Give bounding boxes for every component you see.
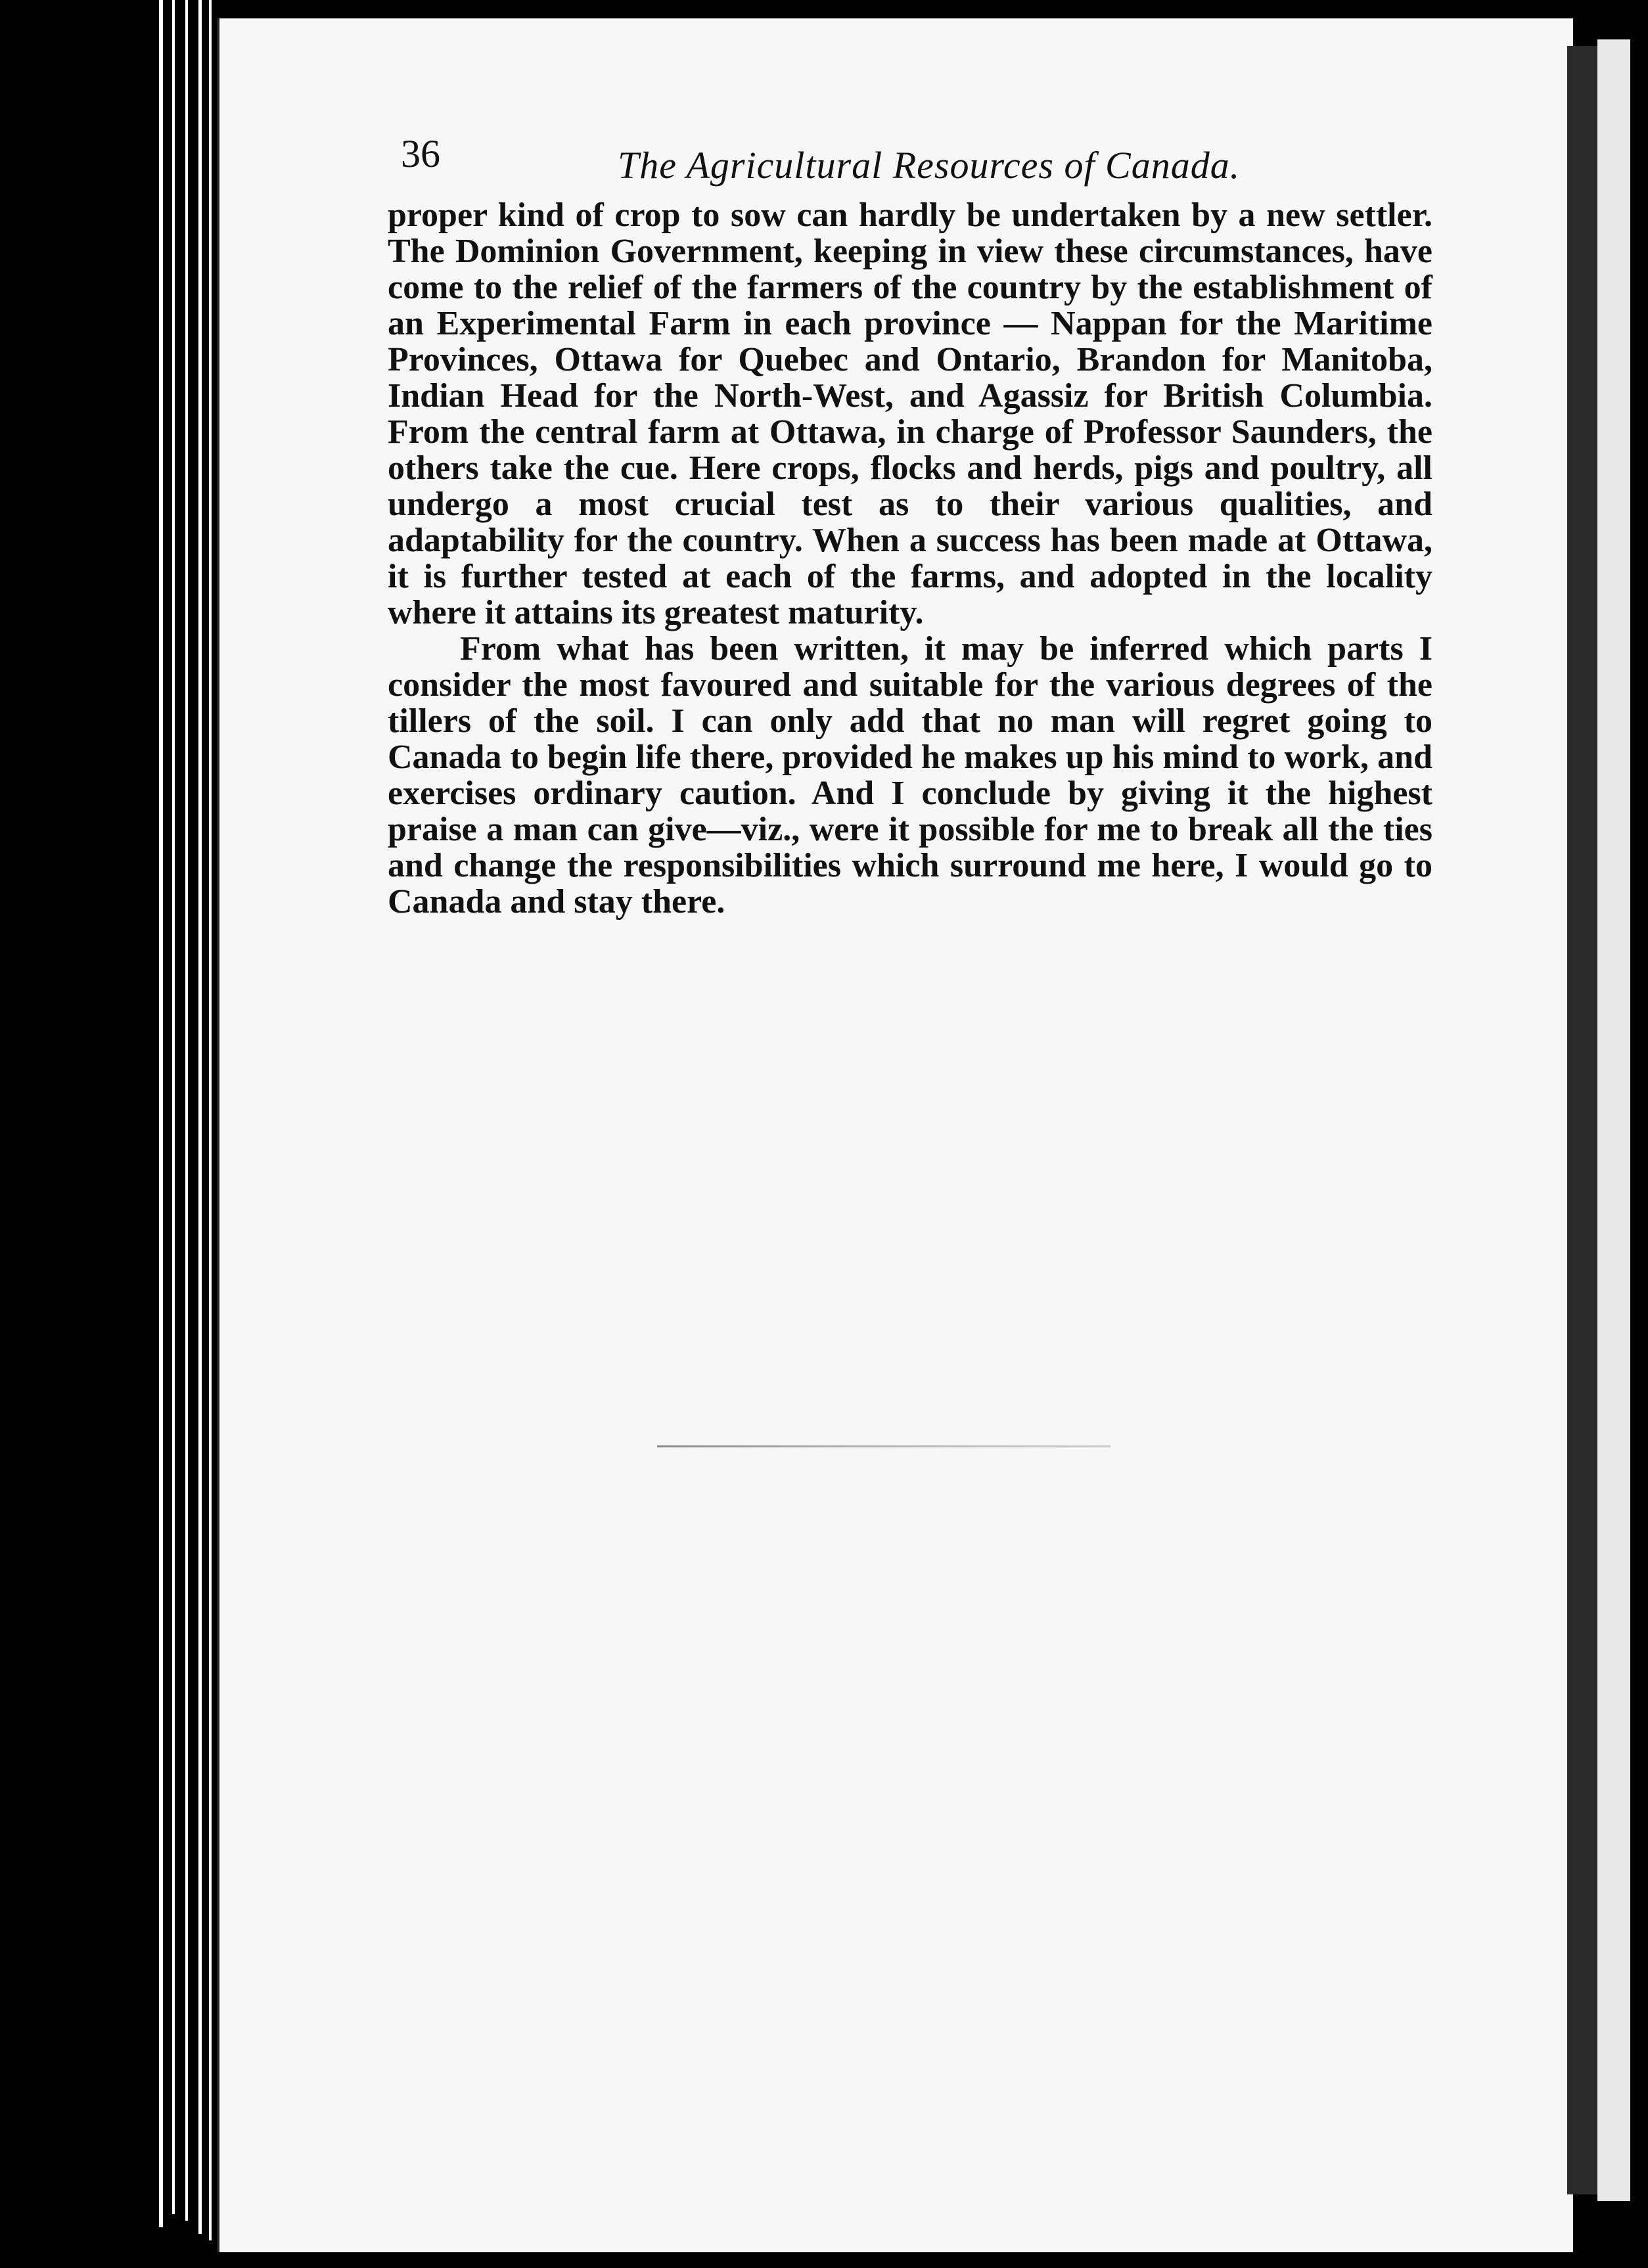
- page-edge-line: [198, 0, 202, 2234]
- page-header: [401, 131, 1426, 204]
- page-number: 36: [401, 132, 440, 175]
- body-text: [388, 197, 1432, 920]
- section-rule: [657, 1445, 1110, 1447]
- running-title: The Agricultural Resources of Canada.: [618, 144, 1241, 187]
- page-edge-line: [172, 0, 175, 2214]
- next-page-edge: [1597, 39, 1630, 2201]
- page-edge-line: [209, 0, 212, 2240]
- page-edge-line: [159, 0, 163, 2227]
- paragraph: proper kind of crop to sow can hardly be undertaken by a new settler. The Dominion Government, keeping in view these circumstances, have come to the relief of the farmers of the country by the establishment of an Experimental Farm in each province — Nappan for the Maritime Provinces, Ottawa for Quebec and Ontario, Brandon for Manitoba, Indian Head for the North-West, and Agassiz for British Columbia. From the central farm at Ottawa, in charge of Professor Saunders, the others take the cue. Here crops, flocks and herds, pigs and poultry, all undergo a most crucial test as to their various qualities, and adaptability for the country. When a success has been made at Ottawa, it is further tested at each of the farms, and adopted in the locality where it attains its greatest maturity.: [388, 196, 1432, 631]
- page-edge-line: [185, 0, 188, 2221]
- paragraph: From what has been written, it may be inferred which parts I consider the most favoured and suitable for the various degrees of the tillers of the soil. I can only add that no man will regret going to Canada to begin life there, provided he makes up his mind to work, and exercises ordinary caution. And I conclude by giving it the highest praise a man can give—viz., were it possible for me to break all the ties and change the responsibilities which surround me here, I would go to Canada and stay there.: [388, 630, 1432, 920]
- page-gutter-shadow: [1567, 46, 1597, 2194]
